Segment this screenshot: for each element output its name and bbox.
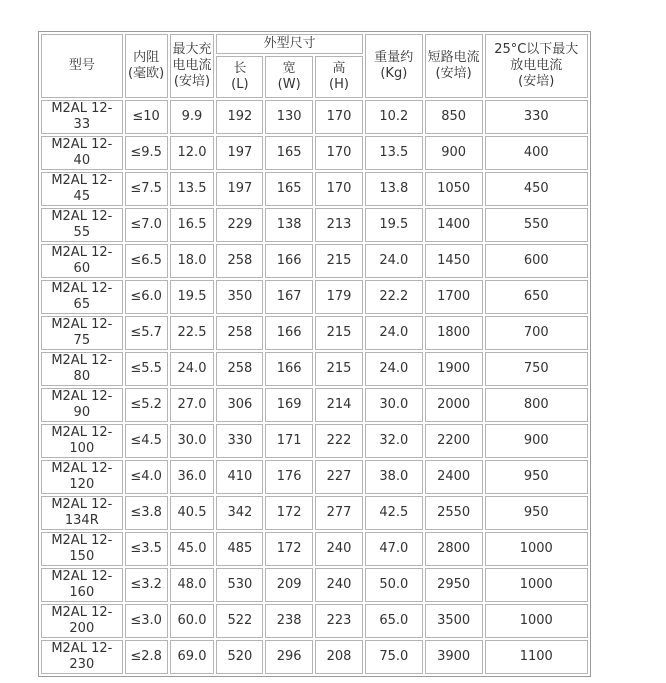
short-circuit-cell: 900 — [425, 136, 483, 170]
length-cell: 197 — [216, 172, 263, 206]
model-cell: M2AL 12- 75 — [41, 316, 123, 350]
height-cell: 227 — [315, 460, 363, 494]
weight-cell: 65.0 — [365, 604, 423, 638]
height-cell: 277 — [315, 496, 363, 530]
model-cell: M2AL 12- 100 — [41, 424, 123, 458]
weight-cell: 13.5 — [365, 136, 423, 170]
short-circuit-cell: 1900 — [425, 352, 483, 386]
max-discharge-cell: 1100 — [485, 640, 588, 674]
header-short-circuit: 短路电流 (安培) — [425, 34, 483, 98]
table-row — [41, 244, 588, 278]
width-cell: 165 — [265, 136, 313, 170]
max-discharge-cell: 400 — [485, 136, 588, 170]
resistance-cell: ≤5.5 — [125, 352, 168, 386]
height-cell: 240 — [315, 532, 363, 566]
width-cell: 171 — [265, 424, 313, 458]
length-cell: 192 — [216, 100, 263, 134]
table-row — [41, 460, 588, 494]
resistance-cell: ≤3.0 — [125, 604, 168, 638]
table-row — [41, 532, 588, 566]
resistance-cell: ≤5.7 — [125, 316, 168, 350]
height-cell: 179 — [315, 280, 363, 314]
table-row — [41, 172, 588, 206]
length-cell: 350 — [216, 280, 263, 314]
length-cell: 258 — [216, 316, 263, 350]
height-cell: 170 — [315, 172, 363, 206]
width-cell: 167 — [265, 280, 313, 314]
length-cell: 330 — [216, 424, 263, 458]
table-row — [41, 568, 588, 602]
resistance-cell: ≤3.8 — [125, 496, 168, 530]
table-row — [41, 496, 588, 530]
max-charge-cell: 30.0 — [170, 424, 215, 458]
max-charge-cell: 19.5 — [170, 280, 215, 314]
height-cell: 215 — [315, 352, 363, 386]
resistance-cell: ≤9.5 — [125, 136, 168, 170]
header-max-charge: 最大充 电电流 (安培) — [170, 34, 215, 98]
table-row — [41, 316, 588, 350]
max-discharge-cell: 950 — [485, 460, 588, 494]
width-cell: 172 — [265, 496, 313, 530]
width-cell: 138 — [265, 208, 313, 242]
resistance-cell: ≤4.5 — [125, 424, 168, 458]
max-discharge-cell: 950 — [485, 496, 588, 530]
short-circuit-cell: 850 — [425, 100, 483, 134]
max-discharge-cell: 550 — [485, 208, 588, 242]
header-row — [41, 34, 588, 54]
length-cell: 522 — [216, 604, 263, 638]
short-circuit-cell: 2550 — [425, 496, 483, 530]
model-cell: M2AL 12- 150 — [41, 532, 123, 566]
short-circuit-cell: 2000 — [425, 388, 483, 422]
short-circuit-cell: 1400 — [425, 208, 483, 242]
max-discharge-cell: 1000 — [485, 604, 588, 638]
model-cell: M2AL 12- 160 — [41, 568, 123, 602]
height-cell: 222 — [315, 424, 363, 458]
max-charge-cell: 40.5 — [170, 496, 215, 530]
model-cell: M2AL 12- 120 — [41, 460, 123, 494]
header-dimensions: 外型尺寸 — [216, 34, 362, 54]
table-row — [41, 352, 588, 386]
height-cell: 215 — [315, 244, 363, 278]
length-cell: 197 — [216, 136, 263, 170]
height-cell: 215 — [315, 316, 363, 350]
resistance-cell: ≤7.5 — [125, 172, 168, 206]
weight-cell: 10.2 — [365, 100, 423, 134]
max-charge-cell: 48.0 — [170, 568, 215, 602]
resistance-cell: ≤2.8 — [125, 640, 168, 674]
battery-spec-table — [38, 31, 591, 677]
header-height: 高 (H) — [315, 56, 363, 98]
max-discharge-cell: 1000 — [485, 532, 588, 566]
length-cell: 530 — [216, 568, 263, 602]
model-cell: M2AL 12- 90 — [41, 388, 123, 422]
max-discharge-cell: 700 — [485, 316, 588, 350]
height-cell: 214 — [315, 388, 363, 422]
width-cell: 166 — [265, 316, 313, 350]
short-circuit-cell: 3500 — [425, 604, 483, 638]
length-cell: 306 — [216, 388, 263, 422]
weight-cell: 22.2 — [365, 280, 423, 314]
max-discharge-cell: 330 — [485, 100, 588, 134]
weight-cell: 75.0 — [365, 640, 423, 674]
model-cell: M2AL 12- 33 — [41, 100, 123, 134]
short-circuit-cell: 2950 — [425, 568, 483, 602]
header-weight: 重量约 (Kg) — [365, 34, 423, 98]
width-cell: 130 — [265, 100, 313, 134]
max-charge-cell: 36.0 — [170, 460, 215, 494]
height-cell: 223 — [315, 604, 363, 638]
resistance-cell: ≤6.5 — [125, 244, 168, 278]
length-cell: 520 — [216, 640, 263, 674]
table-row — [41, 640, 588, 674]
max-discharge-cell: 750 — [485, 352, 588, 386]
max-discharge-cell: 900 — [485, 424, 588, 458]
height-cell: 240 — [315, 568, 363, 602]
model-cell: M2AL 12- 40 — [41, 136, 123, 170]
width-cell: 165 — [265, 172, 313, 206]
model-cell: M2AL 12- 200 — [41, 604, 123, 638]
length-cell: 485 — [216, 532, 263, 566]
short-circuit-cell: 2400 — [425, 460, 483, 494]
height-cell: 213 — [315, 208, 363, 242]
header-width: 宽 (W) — [265, 56, 313, 98]
width-cell: 169 — [265, 388, 313, 422]
max-charge-cell: 24.0 — [170, 352, 215, 386]
short-circuit-cell: 2800 — [425, 532, 483, 566]
header-resistance: 内阻 (毫欧) — [125, 34, 168, 98]
short-circuit-cell: 3900 — [425, 640, 483, 674]
resistance-cell: ≤6.0 — [125, 280, 168, 314]
width-cell: 296 — [265, 640, 313, 674]
weight-cell: 24.0 — [365, 244, 423, 278]
model-cell: M2AL 12- 134R — [41, 496, 123, 530]
resistance-cell: ≤7.0 — [125, 208, 168, 242]
max-discharge-cell: 800 — [485, 388, 588, 422]
max-charge-cell: 9.9 — [170, 100, 215, 134]
model-cell: M2AL 12- 60 — [41, 244, 123, 278]
header-model: 型号 — [41, 34, 123, 98]
max-discharge-cell: 650 — [485, 280, 588, 314]
resistance-cell: ≤3.2 — [125, 568, 168, 602]
height-cell: 208 — [315, 640, 363, 674]
height-cell: 170 — [315, 100, 363, 134]
table-row — [41, 208, 588, 242]
length-cell: 258 — [216, 244, 263, 278]
weight-cell: 42.5 — [365, 496, 423, 530]
weight-cell: 13.8 — [365, 172, 423, 206]
table-row — [41, 100, 588, 134]
resistance-cell: ≤4.0 — [125, 460, 168, 494]
resistance-cell: ≤10 — [125, 100, 168, 134]
width-cell: 166 — [265, 352, 313, 386]
weight-cell: 19.5 — [365, 208, 423, 242]
model-cell: M2AL 12- 65 — [41, 280, 123, 314]
max-charge-cell: 69.0 — [170, 640, 215, 674]
max-discharge-cell: 450 — [485, 172, 588, 206]
width-cell: 209 — [265, 568, 313, 602]
weight-cell: 32.0 — [365, 424, 423, 458]
max-charge-cell: 16.5 — [170, 208, 215, 242]
max-charge-cell: 18.0 — [170, 244, 215, 278]
model-cell: M2AL 12- 55 — [41, 208, 123, 242]
table-row — [41, 604, 588, 638]
header-length: 长 (L) — [216, 56, 263, 98]
length-cell: 229 — [216, 208, 263, 242]
short-circuit-cell: 1700 — [425, 280, 483, 314]
length-cell: 410 — [216, 460, 263, 494]
max-charge-cell: 13.5 — [170, 172, 215, 206]
weight-cell: 50.0 — [365, 568, 423, 602]
short-circuit-cell: 2200 — [425, 424, 483, 458]
model-cell: M2AL 12- 230 — [41, 640, 123, 674]
height-cell: 170 — [315, 136, 363, 170]
header-max-discharge: 25°C以下最大 放电电流 (安培) — [485, 34, 588, 98]
max-charge-cell: 60.0 — [170, 604, 215, 638]
short-circuit-cell: 1050 — [425, 172, 483, 206]
weight-cell: 47.0 — [365, 532, 423, 566]
width-cell: 166 — [265, 244, 313, 278]
max-charge-cell: 27.0 — [170, 388, 215, 422]
table-row — [41, 280, 588, 314]
width-cell: 172 — [265, 532, 313, 566]
model-cell: M2AL 12- 80 — [41, 352, 123, 386]
table-row — [41, 388, 588, 422]
short-circuit-cell: 1450 — [425, 244, 483, 278]
length-cell: 342 — [216, 496, 263, 530]
resistance-cell: ≤5.2 — [125, 388, 168, 422]
resistance-cell: ≤3.5 — [125, 532, 168, 566]
width-cell: 176 — [265, 460, 313, 494]
short-circuit-cell: 1800 — [425, 316, 483, 350]
max-discharge-cell: 1000 — [485, 568, 588, 602]
max-charge-cell: 45.0 — [170, 532, 215, 566]
table-row — [41, 136, 588, 170]
max-discharge-cell: 600 — [485, 244, 588, 278]
weight-cell: 30.0 — [365, 388, 423, 422]
weight-cell: 38.0 — [365, 460, 423, 494]
weight-cell: 24.0 — [365, 352, 423, 386]
width-cell: 238 — [265, 604, 313, 638]
max-charge-cell: 12.0 — [170, 136, 215, 170]
table-row — [41, 424, 588, 458]
max-charge-cell: 22.5 — [170, 316, 215, 350]
length-cell: 258 — [216, 352, 263, 386]
weight-cell: 24.0 — [365, 316, 423, 350]
model-cell: M2AL 12- 45 — [41, 172, 123, 206]
